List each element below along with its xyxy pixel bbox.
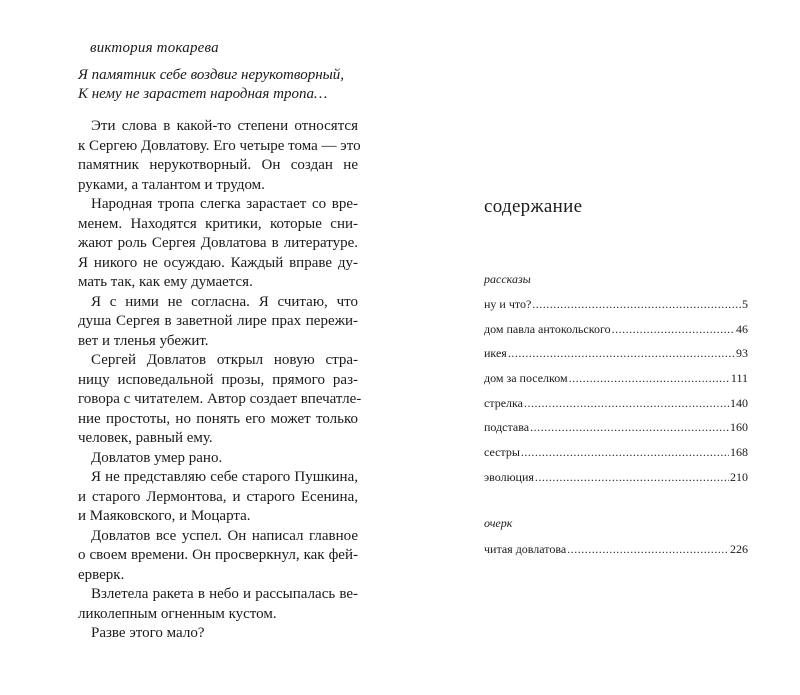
body-line: Взлетела ракета в небо и рассыпалась ве-: [91, 586, 358, 602]
toc-entry-title: икея: [484, 346, 507, 360]
right-page: [400, 0, 800, 695]
toc-entry-title: читая довлатова: [484, 542, 567, 556]
toc-entry[interactable]: [484, 297, 748, 312]
body-line: мать так, как ему думается.: [78, 274, 253, 290]
toc-leader-dots: [535, 470, 729, 485]
body-line: Я никого не осуждаю. Каждый вправе ду-: [78, 254, 358, 271]
toc-entry-page: 111: [730, 371, 748, 385]
toc-entry-page: 160: [730, 420, 748, 434]
body-line: душа Сергея в заветной лире прах пережи-: [78, 313, 358, 329]
toc-leader-dots: [569, 371, 730, 386]
toc-entry-page: 168: [730, 445, 748, 459]
toc-entry-page: 5: [742, 297, 748, 311]
toc-entry[interactable]: [484, 542, 748, 557]
body-line: руками, а талантом и трудом.: [78, 176, 265, 193]
toc-leader-dots: [567, 542, 729, 557]
epigraph-line: Я памятник себе воздвиг нерукотворный,: [78, 67, 345, 83]
toc-entry-title: стрелка: [484, 396, 524, 410]
toc-entry[interactable]: [484, 371, 748, 386]
body-line: и Маяковского, и Моцарта.: [78, 508, 251, 524]
body-text: [78, 117, 362, 644]
toc-leader-dots: [524, 396, 729, 411]
body-line: Довлатов умер рано.: [91, 449, 223, 466]
body-line: к Сергею Довлатову. Его четыре тома — это: [78, 137, 361, 154]
toc-entry-title: ну и что?: [484, 297, 532, 311]
toc-entry-page: 140: [730, 396, 748, 410]
body-line: о своем времени. Он просверкнул, как фей-: [78, 547, 358, 563]
body-line: ние простоты, но понять его может только: [78, 410, 358, 427]
toc-entry-page: 93: [736, 346, 748, 360]
body-line: ерверк.: [78, 566, 125, 583]
toc-entry-title: дом за поселком: [484, 371, 568, 385]
body-line: менем. Находятся критики, которые сни-: [78, 215, 358, 232]
body-line: Я не представляю себе старого Пушкина,: [91, 469, 358, 485]
epigraph-line: К нему не зарастет народная тропа…: [78, 86, 328, 102]
body-line: ницу исповедальной прозы, прямого раз-: [78, 371, 358, 388]
body-line: Я с ними не согласна. Я считаю, что: [91, 293, 358, 310]
toc-entry[interactable]: [484, 420, 748, 435]
toc-entry-title: дом павла антокольского: [484, 322, 611, 336]
toc-title: содержание: [484, 196, 583, 217]
toc-entry[interactable]: [484, 396, 748, 411]
body-line: Разве этого мало?: [91, 625, 205, 641]
toc-section-label: очерк: [484, 516, 513, 530]
body-line: и старого Лермонтова, и старого Есенина,: [78, 488, 358, 505]
body-line: Сергей Довлатов открыл новую стра-: [91, 352, 358, 368]
body-line: ликолепным огненным кустом.: [78, 605, 277, 622]
toc-section-label: рассказы: [484, 272, 531, 286]
toc-leader-dots: [530, 420, 729, 435]
body-line: говора с читателем. Автор создает впечатле-: [78, 391, 362, 407]
body-line: вет и тленья убежит.: [78, 332, 209, 349]
toc-entry-page: 46: [736, 322, 748, 336]
toc-entry-title: сестры: [484, 445, 520, 459]
body-line: Народная тропа слегка зарастает со вре-: [91, 196, 358, 212]
toc-entry[interactable]: [484, 445, 748, 460]
toc-entry-page: 226: [730, 542, 748, 556]
epigraph: [78, 66, 344, 104]
toc-leader-dots: [532, 297, 741, 312]
toc-entry[interactable]: [484, 322, 748, 337]
toc-entry-page: 210: [730, 470, 748, 484]
toc-entry[interactable]: [484, 470, 748, 485]
toc-leader-dots: [508, 346, 735, 361]
toc-entry-title: эволюция: [484, 470, 534, 484]
toc-leader-dots: [612, 322, 735, 337]
body-line: Довлатов все успел. Он написал главное: [91, 527, 358, 544]
body-line: памятник нерукотворный. Он создан не: [78, 157, 358, 173]
body-line: Эти слова в какой-то степени относятся: [91, 118, 358, 134]
body-line: жают роль Сергея Довлатова в литературе.: [78, 235, 358, 251]
running-head: виктория токарева: [90, 40, 219, 56]
toc-entry[interactable]: [484, 346, 748, 361]
toc-leader-dots: [521, 445, 729, 460]
body-line: человек, равный ему.: [78, 430, 213, 446]
toc-entry-title: подстава: [484, 420, 530, 434]
